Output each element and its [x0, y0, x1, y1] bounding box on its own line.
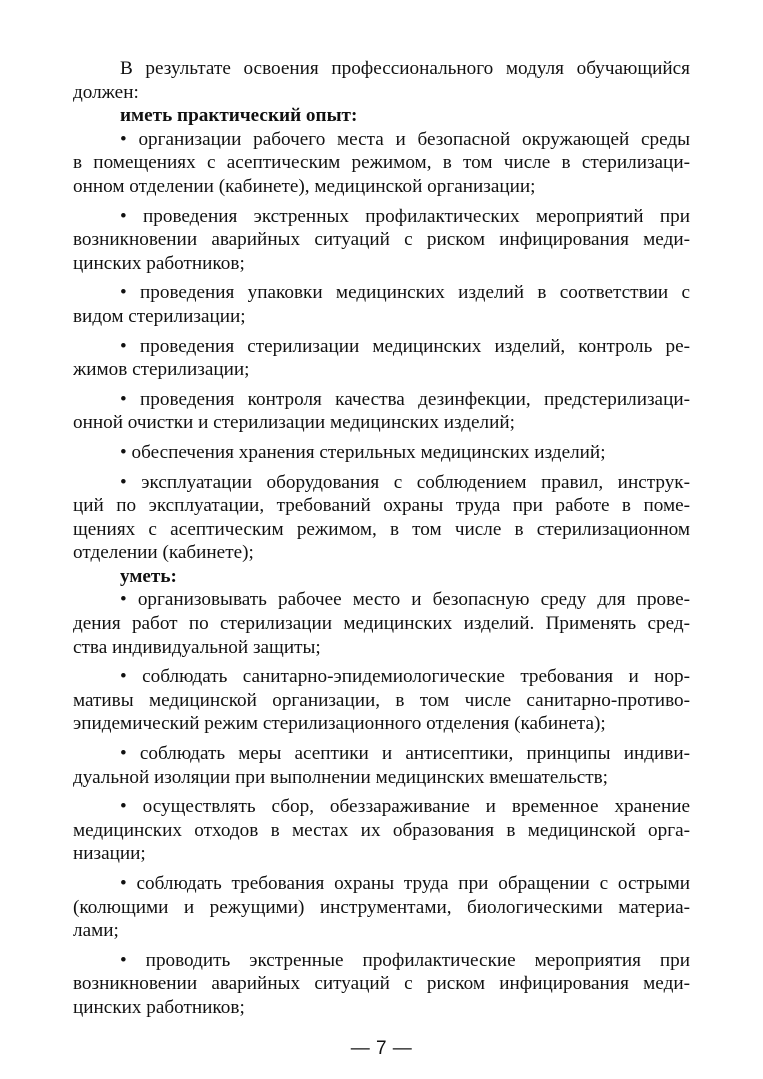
text-line: • проведения экстренных профилактических мероприятий при	[120, 205, 690, 227]
text-line: (колющими и режущими) инструментами, биологическими материа-	[73, 896, 690, 918]
heading-text: иметь практический опыт:	[120, 105, 358, 127]
text-line: онном отделении (кабинете), медицинской организации;	[73, 175, 536, 197]
experience-item	[73, 205, 690, 276]
text-line: • эксплуатации оборудования с соблюдением правил, инструк-	[120, 471, 690, 493]
text-line: • организовывать рабочее место и безопасную среду для прове-	[120, 589, 690, 611]
intro-paragraph	[73, 57, 690, 104]
skills-item	[73, 588, 690, 659]
text-line: цинских работников;	[73, 252, 245, 274]
text-line: жимов стерилизации;	[73, 359, 250, 381]
skills-item	[73, 795, 690, 866]
experience-item	[73, 281, 690, 328]
experience-item	[73, 335, 690, 382]
text-line: • соблюдать санитарно-эпидемиологические требования и нор-	[120, 666, 690, 688]
experience-item	[73, 128, 690, 199]
text-line: возникновении аварийных ситуаций с риском инфицирования меди-	[73, 229, 690, 251]
experience-item	[73, 471, 690, 565]
text-line: в помещениях с асептическим режимом, в том числе в стерилизаци-	[73, 152, 690, 174]
text-line: должен:	[73, 81, 139, 103]
text-line: цинских работников;	[73, 996, 245, 1018]
text-line: дуальной изоляции при выполнении медицинских вмешательств;	[73, 766, 609, 788]
section-heading-skills	[73, 565, 690, 589]
text-line: низации;	[73, 843, 146, 865]
text-line: лами;	[73, 920, 119, 942]
skills-item	[73, 872, 690, 943]
text-line: • организации рабочего места и безопасной окружающей среды	[120, 128, 690, 150]
text-line: • проведения стерилизации медицинских изделий, контроль ре-	[120, 335, 690, 357]
text-line: отделении (кабинете);	[73, 542, 254, 564]
text-line: • соблюдать меры асептики и антисептики, принципы индиви-	[120, 743, 690, 765]
experience-item	[73, 441, 690, 465]
text-line: • обеспечения хранения стерильных медицинских изделий;	[120, 441, 606, 463]
text-line: дения работ по стерилизации медицинских изделий. Применять сред-	[73, 613, 690, 635]
skills-item	[73, 665, 690, 736]
text-line: онной очистки и стерилизации медицинских изделий;	[73, 412, 515, 434]
heading-text: уметь:	[120, 565, 177, 587]
text-line: мативы медицинской организации, в том числе санитарно-противо-	[73, 689, 690, 711]
text-line: • проведения контроля качества дезинфекции, предстерилизаци-	[120, 388, 690, 410]
document-page	[73, 57, 690, 1020]
section-heading-experience	[73, 104, 690, 128]
text-line: В результате освоения профессионального модуля обучающийся	[120, 58, 690, 79]
text-line: щениях с асептическим режимом, в том числе в стерилизационном	[73, 518, 690, 540]
text-line: эпидемический режим стерилизационного отделения (кабинета);	[73, 713, 606, 735]
text-line: ций по эксплуатации, требований охраны труда при работе в поме-	[73, 495, 690, 517]
page-number: — 7 —	[350, 1038, 413, 1059]
text-line: • соблюдать требования охраны труда при обращении с острыми	[120, 873, 690, 894]
text-line: • осуществлять сбор, обеззараживание и временное хранение	[120, 796, 690, 818]
text-line: • проведения упаковки медицинских изделий в соответствии с	[120, 282, 690, 304]
text-line: видом стерилизации;	[73, 305, 246, 327]
skills-item	[73, 742, 690, 789]
experience-item	[73, 388, 690, 435]
text-line: • проводить экстренные профилактические мероприятия при	[120, 949, 690, 971]
text-line: медицинских отходов в местах их образования в медицинской орга-	[73, 819, 690, 841]
text-line: ства индивидуальной защиты;	[73, 636, 321, 658]
skills-item	[73, 949, 690, 1020]
text-line: возникновении аварийных ситуаций с риском инфицирования меди-	[73, 973, 690, 995]
